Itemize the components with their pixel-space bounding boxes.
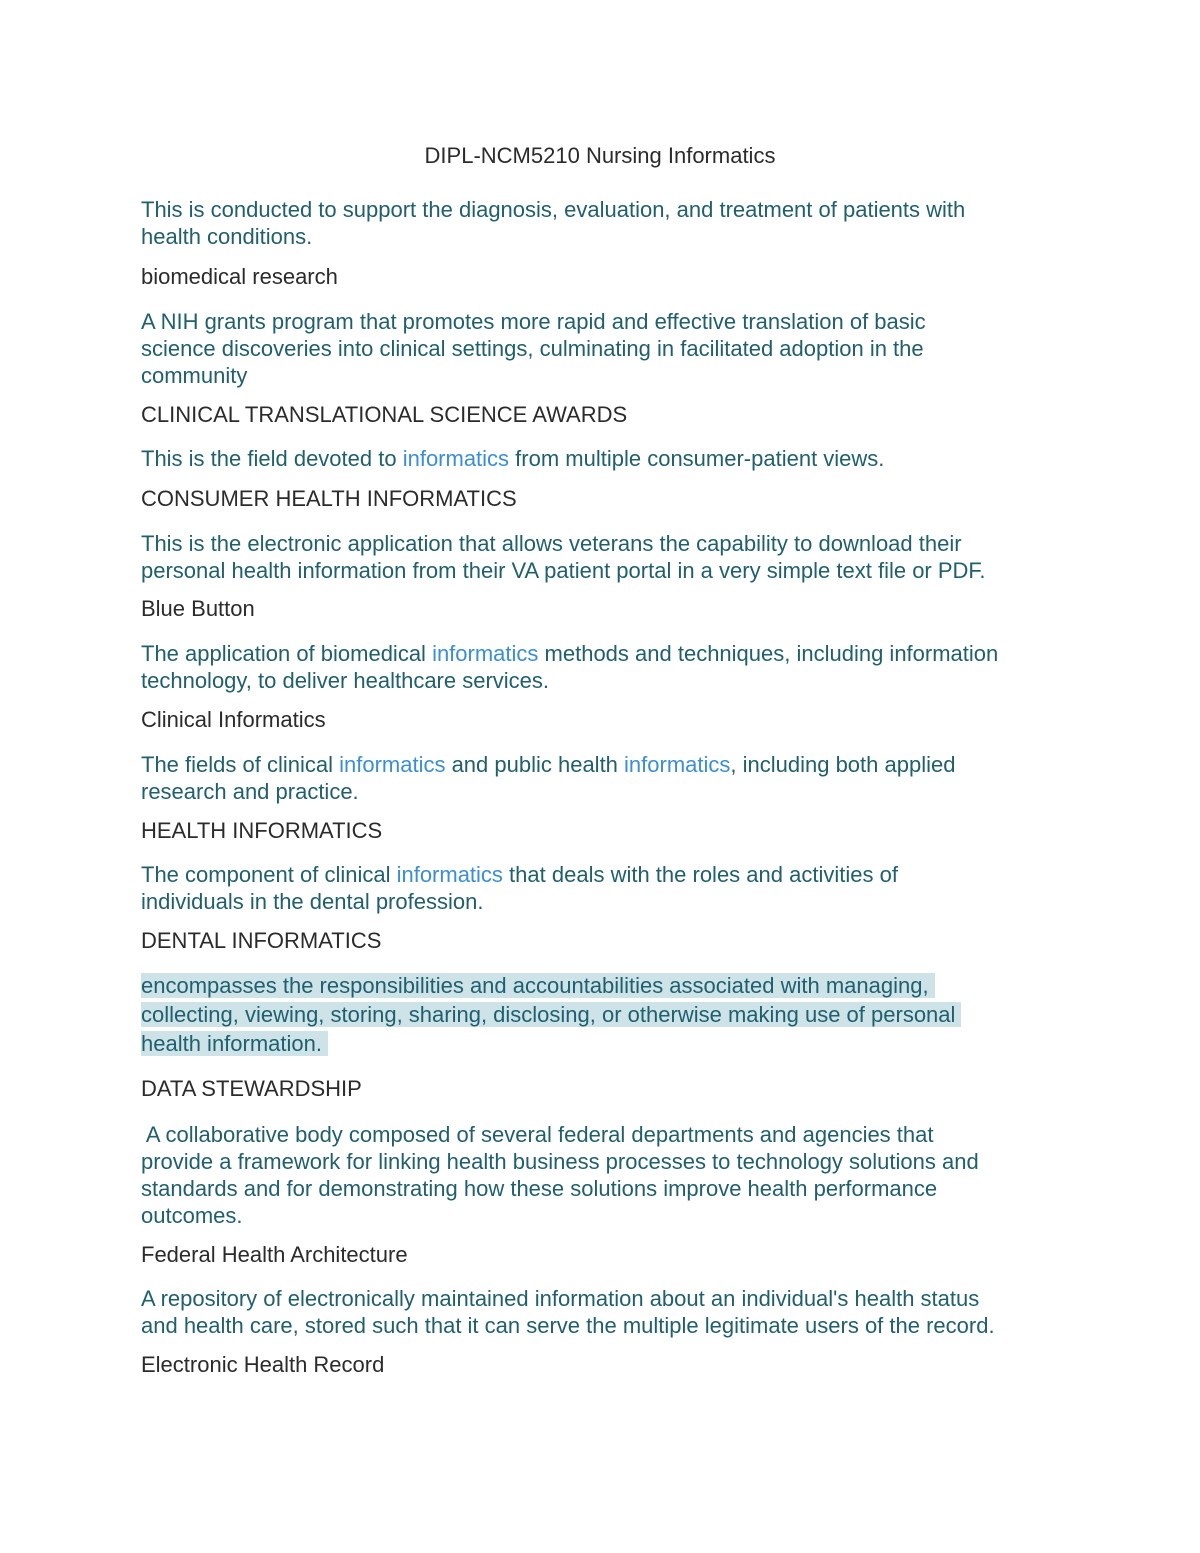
document-title: DIPL-NCM5210 Nursing Informatics (424, 143, 776, 168)
question-text: The fields of clinical informatics and public health informatics, including both applied research and practice. (141, 752, 956, 804)
answer-text: Federal Health Architecture (141, 1242, 408, 1267)
answer-text: Blue Button (141, 596, 255, 621)
informatics-link[interactable]: informatics (339, 752, 446, 777)
answer-text: DENTAL INFORMATICS (141, 928, 382, 953)
flashcard-8 (141, 971, 1071, 1058)
answer-text: DATA STEWARDSHIP (141, 1076, 362, 1101)
question-text: A repository of electronically maintained information about an individual's health status and health care, stored such that it can serve the multiple legitimate users of the record. (141, 1286, 995, 1338)
answer-9 (141, 1241, 1071, 1268)
answer-text: Electronic Health Record (141, 1352, 385, 1377)
flashcard-7 (141, 861, 1071, 915)
flashcard-5 (141, 640, 1071, 694)
answer-10 (141, 1351, 1071, 1378)
flashcard-3 (141, 445, 1071, 472)
flashcard-10 (141, 1285, 1071, 1339)
informatics-link[interactable]: informatics (402, 446, 510, 471)
question-text: The component of clinical informatics that deals with the roles and activities of individuals in the dental profession. (141, 862, 898, 914)
flashcard-1 (141, 196, 1071, 250)
answer-text: CLINICAL TRANSLATIONAL SCIENCE AWARDS (141, 402, 628, 427)
informatics-link[interactable]: informatics (396, 862, 503, 887)
informatics-link[interactable]: informatics (624, 752, 731, 777)
flashcard-6 (141, 751, 1071, 805)
informatics-link[interactable]: informatics (432, 641, 539, 666)
answer-4 (141, 595, 1071, 622)
answer-text: CONSUMER HEALTH INFORMATICS (141, 486, 517, 511)
answer-6 (141, 817, 1071, 844)
question-text: A NIH grants program that promotes more rapid and effective translation of basic science discoveries into clinical settings, culminating in facilitated adoption in the community (141, 309, 926, 388)
question-text: This is the field devoted to informatics from multiple consumer-patient views. (141, 446, 885, 471)
answer-7 (141, 927, 1071, 954)
question-text: This is conducted to support the diagnosis, evaluation, and treatment of patients with health conditions. (141, 197, 966, 249)
answer-5 (141, 706, 1071, 733)
question-text: This is the electronic application that allows veterans the capability to download their personal health information from their VA patient portal in a very simple text file or PDF. (141, 531, 986, 583)
answer-text: biomedical research (141, 264, 338, 289)
flashcard-2 (141, 308, 1071, 389)
flashcard-4 (141, 530, 1071, 584)
question-text: The application of biomedical informatics methods and techniques, including information technology, to deliver healthcare services. (141, 641, 999, 693)
question-text-highlighted: encompasses the responsibilities and accountabilities associated with managing, collecting, viewing, storing, sharing, disclosing, or otherwise making use of personal health information. (141, 971, 1071, 1058)
answer-text: HEALTH INFORMATICS (141, 818, 383, 843)
answer-text: Clinical Informatics (141, 707, 326, 732)
answer-1 (141, 263, 1071, 290)
flashcard-9 (141, 1121, 1071, 1229)
answer-2 (141, 401, 1071, 428)
answer-8 (141, 1075, 1071, 1102)
answer-3 (141, 485, 1071, 512)
question-text: A collaborative body composed of several federal departments and agencies that provide a framework for linking health business processes to technology solutions and standards and for demonstrating how these solutions improve health performance outcomes. (141, 1122, 979, 1228)
